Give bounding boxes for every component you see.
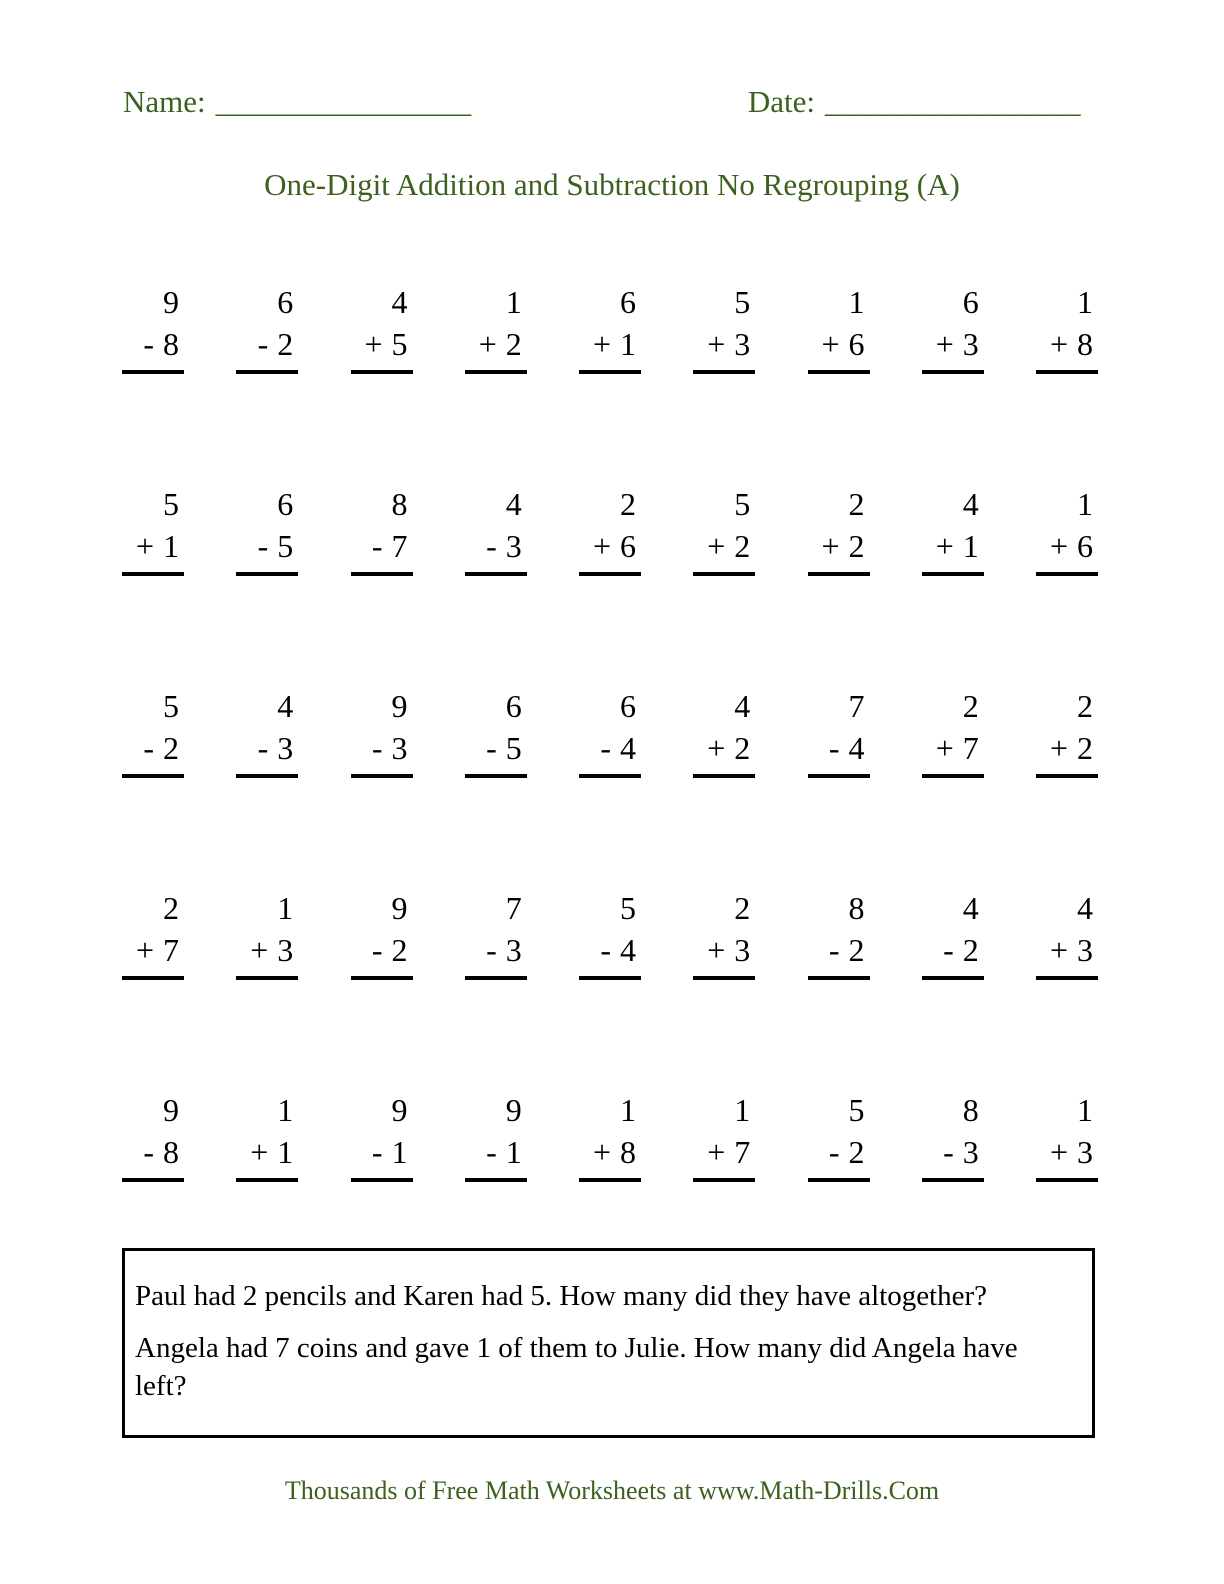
bottom-operand: 2: [1077, 730, 1093, 766]
operator-sign: -: [486, 1134, 497, 1170]
arithmetic-problem: [808, 281, 870, 374]
problem-row: [122, 281, 1098, 374]
operator-and-operand: [693, 1131, 755, 1173]
operator-sign: +: [707, 528, 726, 564]
problem-row: [122, 685, 1098, 778]
bottom-operand: 2: [848, 932, 865, 968]
problems-grid: [122, 281, 1098, 1182]
top-operand: 1: [277, 890, 294, 926]
arithmetic-problem: [1036, 483, 1098, 576]
bottom-operand: 3: [962, 1134, 979, 1170]
word-problem-2: Angela had 7 coins and gave 1 of them to Julie. How many did Angela have left?: [135, 1332, 1018, 1402]
operator-sign: +: [592, 1134, 611, 1170]
bottom-operand: 2: [734, 528, 751, 564]
bottom-operand: 7: [163, 932, 179, 968]
worksheet-title: One-Digit Addition and Subtraction No Regrouping (A): [264, 167, 960, 202]
arithmetic-problem: [693, 1089, 755, 1182]
operator-sign: +: [1049, 326, 1068, 362]
operator-and-operand: [465, 525, 527, 567]
operator-sign: +: [592, 326, 611, 362]
top-operand: 4: [962, 486, 979, 522]
operator-sign: -: [143, 730, 154, 766]
operator-sign: +: [707, 730, 726, 766]
operator-sign: -: [257, 528, 269, 564]
bottom-operand: 1: [391, 1134, 408, 1170]
name-field: [123, 84, 472, 120]
operator-sign: +: [935, 528, 954, 564]
bottom-operand: 3: [1077, 1134, 1093, 1170]
bottom-operand: 3: [505, 932, 522, 968]
top-operand: 9: [163, 284, 179, 320]
arithmetic-problem: [579, 1089, 641, 1182]
bottom-operand: 1: [163, 528, 179, 564]
top-operand: 8: [962, 1092, 979, 1128]
operator-and-operand: [236, 323, 298, 365]
bottom-operand: 2: [391, 932, 408, 968]
operator-sign: +: [821, 528, 840, 564]
top-operand: 6: [505, 688, 522, 724]
operator-and-operand: [351, 1131, 413, 1173]
operator-and-operand: [122, 727, 184, 769]
arithmetic-problem: [351, 1089, 413, 1182]
operator-and-operand: [465, 1131, 527, 1173]
arithmetic-problem: [465, 281, 527, 374]
bottom-operand: 3: [277, 932, 294, 968]
top-operand: 8: [391, 486, 408, 522]
operator-and-operand: [693, 929, 755, 971]
arithmetic-problem: [122, 281, 184, 374]
bottom-operand: 4: [848, 730, 865, 766]
bottom-operand: 6: [848, 326, 865, 362]
arithmetic-problem: [122, 887, 184, 980]
bottom-operand: 8: [620, 1134, 636, 1170]
problem-row: [122, 483, 1098, 576]
operator-and-operand: [808, 525, 870, 567]
operator-and-operand: [236, 525, 298, 567]
header: [0, 0, 1224, 120]
operator-and-operand: [693, 323, 755, 365]
operator-sign: +: [250, 932, 269, 968]
operator-and-operand: [236, 1131, 298, 1173]
bottom-operand: 7: [734, 1134, 751, 1170]
bottom-operand: 6: [620, 528, 636, 564]
operator-and-operand: [922, 727, 984, 769]
bottom-operand: 7: [962, 730, 979, 766]
bottom-operand: 7: [391, 528, 408, 564]
bottom-operand: 2: [505, 326, 522, 362]
operator-and-operand: [808, 1131, 870, 1173]
arithmetic-problem: [465, 483, 527, 576]
arithmetic-problem: [236, 483, 298, 576]
operator-and-operand: [1036, 727, 1098, 769]
top-operand: 5: [734, 486, 751, 522]
operator-sign: -: [371, 528, 383, 564]
bottom-operand: 2: [277, 326, 294, 362]
top-operand: 2: [163, 890, 179, 926]
bottom-operand: 3: [1077, 932, 1093, 968]
operator-and-operand: [236, 929, 298, 971]
arithmetic-problem: [922, 887, 984, 980]
arithmetic-problem: [1036, 685, 1098, 778]
operator-sign: -: [143, 1134, 154, 1170]
date-blank-line: ________________: [825, 84, 1081, 119]
top-operand: 1: [620, 1092, 636, 1128]
operator-sign: +: [1049, 528, 1068, 564]
arithmetic-problem: [579, 281, 641, 374]
top-operand: 5: [734, 284, 751, 320]
operator-and-operand: [579, 525, 641, 567]
top-operand: 5: [163, 688, 179, 724]
operator-sign: +: [135, 932, 154, 968]
bottom-operand: 5: [505, 730, 522, 766]
arithmetic-problem: [236, 887, 298, 980]
bottom-operand: 3: [734, 932, 751, 968]
top-operand: 1: [277, 1092, 294, 1128]
operator-and-operand: [465, 929, 527, 971]
operator-and-operand: [922, 525, 984, 567]
arithmetic-problem: [922, 483, 984, 576]
top-operand: 4: [1077, 890, 1093, 926]
bottom-operand: 1: [620, 326, 636, 362]
operator-sign: +: [707, 1134, 726, 1170]
arithmetic-problem: [693, 685, 755, 778]
arithmetic-problem: [122, 685, 184, 778]
arithmetic-problem: [1036, 281, 1098, 374]
top-operand: 2: [962, 688, 979, 724]
operator-and-operand: [808, 727, 870, 769]
date-label: Date:: [747, 84, 815, 119]
arithmetic-problem: [465, 1089, 527, 1182]
top-operand: 1: [734, 1092, 751, 1128]
bottom-operand: 1: [505, 1134, 522, 1170]
bottom-operand: 8: [163, 326, 179, 362]
operator-sign: -: [828, 730, 840, 766]
arithmetic-problem: [922, 685, 984, 778]
arithmetic-problem: [922, 1089, 984, 1182]
operator-and-operand: [579, 323, 641, 365]
operator-and-operand: [351, 525, 413, 567]
operator-sign: -: [486, 932, 497, 968]
operator-sign: +: [935, 326, 954, 362]
operator-sign: +: [478, 326, 497, 362]
operator-and-operand: [465, 727, 527, 769]
arithmetic-problem: [808, 887, 870, 980]
operator-sign: +: [935, 730, 954, 766]
top-operand: 1: [1077, 486, 1093, 522]
operator-sign: -: [600, 932, 611, 968]
arithmetic-problem: [693, 483, 755, 576]
operator-and-operand: [1036, 525, 1098, 567]
arithmetic-problem: [808, 685, 870, 778]
top-operand: 5: [620, 890, 636, 926]
arithmetic-problem: [351, 887, 413, 980]
bottom-operand: 2: [962, 932, 979, 968]
bottom-operand: 8: [163, 1134, 179, 1170]
top-operand: 5: [848, 1092, 865, 1128]
operator-and-operand: [579, 929, 641, 971]
operator-sign: -: [943, 1134, 954, 1170]
operator-sign: +: [135, 528, 154, 564]
date-field: [748, 84, 1081, 120]
bottom-operand: 4: [620, 932, 636, 968]
bottom-operand: 3: [962, 326, 979, 362]
operator-sign: +: [707, 932, 726, 968]
arithmetic-problem: [579, 887, 641, 980]
operator-sign: -: [600, 730, 611, 766]
operator-and-operand: [1036, 323, 1098, 365]
operator-and-operand: [122, 525, 184, 567]
top-operand: 9: [391, 1092, 408, 1128]
bottom-operand: 2: [163, 730, 179, 766]
arithmetic-problem: [579, 483, 641, 576]
arithmetic-problem: [1036, 1089, 1098, 1182]
top-operand: 7: [848, 688, 865, 724]
name-blank-line: ________________: [215, 84, 472, 119]
bottom-operand: 6: [1077, 528, 1093, 564]
bottom-operand: 1: [277, 1134, 294, 1170]
top-operand: 4: [277, 688, 294, 724]
bottom-operand: 1: [962, 528, 979, 564]
arithmetic-problem: [351, 483, 413, 576]
top-operand: 2: [620, 486, 636, 522]
bottom-operand: 4: [620, 730, 636, 766]
bottom-operand: 2: [734, 730, 751, 766]
top-operand: 2: [734, 890, 751, 926]
top-operand: 6: [620, 284, 636, 320]
problem-row: [122, 1089, 1098, 1182]
operator-and-operand: [122, 929, 184, 971]
arithmetic-problem: [693, 281, 755, 374]
arithmetic-problem: [236, 1089, 298, 1182]
footer-credit: Thousands of Free Math Worksheets at www.Math-Drills.Com: [284, 1476, 940, 1505]
operator-sign: -: [486, 730, 497, 766]
operator-sign: -: [257, 326, 269, 362]
bottom-operand: 5: [277, 528, 294, 564]
problem-row: [122, 887, 1098, 980]
operator-sign: +: [250, 1134, 269, 1170]
top-operand: 4: [734, 688, 751, 724]
arithmetic-problem: [922, 281, 984, 374]
arithmetic-problem: [579, 685, 641, 778]
arithmetic-problem: [236, 685, 298, 778]
operator-sign: +: [1049, 932, 1068, 968]
word-problems-box: [122, 1248, 1095, 1438]
operator-and-operand: [465, 323, 527, 365]
operator-and-operand: [922, 1131, 984, 1173]
operator-sign: -: [371, 1134, 383, 1170]
bottom-operand: 8: [1077, 326, 1093, 362]
operator-and-operand: [579, 1131, 641, 1173]
top-operand: 6: [277, 486, 294, 522]
top-operand: 4: [505, 486, 522, 522]
operator-and-operand: [808, 929, 870, 971]
operator-and-operand: [693, 727, 755, 769]
operator-and-operand: [693, 525, 755, 567]
operator-sign: -: [371, 730, 383, 766]
top-operand: 7: [505, 890, 522, 926]
operator-sign: +: [592, 528, 611, 564]
bottom-operand: 5: [391, 326, 408, 362]
top-operand: 1: [848, 284, 865, 320]
top-operand: 9: [163, 1092, 179, 1128]
top-operand: 9: [505, 1092, 522, 1128]
arithmetic-problem: [808, 1089, 870, 1182]
top-operand: 8: [848, 890, 865, 926]
operator-and-operand: [922, 323, 984, 365]
arithmetic-problem: [693, 887, 755, 980]
top-operand: 5: [163, 486, 179, 522]
bottom-operand: 2: [848, 1134, 865, 1170]
operator-sign: -: [486, 528, 497, 564]
operator-sign: -: [371, 932, 383, 968]
operator-and-operand: [922, 929, 984, 971]
top-operand: 4: [391, 284, 408, 320]
top-operand: 6: [620, 688, 636, 724]
operator-and-operand: [122, 323, 184, 365]
top-operand: 2: [1077, 688, 1093, 724]
arithmetic-problem: [465, 685, 527, 778]
operator-and-operand: [1036, 1131, 1098, 1173]
arithmetic-problem: [465, 887, 527, 980]
top-operand: 9: [391, 688, 408, 724]
operator-sign: -: [943, 932, 954, 968]
operator-and-operand: [351, 323, 413, 365]
operator-and-operand: [236, 727, 298, 769]
operator-and-operand: [808, 323, 870, 365]
name-label: Name:: [123, 84, 206, 119]
arithmetic-problem: [236, 281, 298, 374]
operator-sign: +: [1049, 1134, 1068, 1170]
arithmetic-problem: [122, 1089, 184, 1182]
top-operand: 1: [1077, 1092, 1093, 1128]
operator-sign: +: [1049, 730, 1068, 766]
operator-and-operand: [351, 727, 413, 769]
top-operand: 1: [505, 284, 522, 320]
operator-sign: +: [821, 326, 840, 362]
operator-sign: -: [257, 730, 269, 766]
bottom-operand: 3: [734, 326, 751, 362]
operator-sign: +: [707, 326, 726, 362]
operator-and-operand: [1036, 929, 1098, 971]
operator-and-operand: [122, 1131, 184, 1173]
word-problem-1: Paul had 2 pencils and Karen had 5. How many did they have altogether?: [135, 1280, 988, 1312]
top-operand: 1: [1077, 284, 1093, 320]
bottom-operand: 3: [505, 528, 522, 564]
top-operand: 4: [962, 890, 979, 926]
bottom-operand: 2: [848, 528, 865, 564]
arithmetic-problem: [808, 483, 870, 576]
top-operand: 6: [277, 284, 294, 320]
operator-sign: +: [364, 326, 383, 362]
arithmetic-problem: [351, 281, 413, 374]
arithmetic-problem: [122, 483, 184, 576]
top-operand: 6: [962, 284, 979, 320]
arithmetic-problem: [351, 685, 413, 778]
operator-sign: -: [143, 326, 154, 362]
top-operand: 2: [848, 486, 865, 522]
operator-sign: -: [828, 1134, 840, 1170]
operator-and-operand: [351, 929, 413, 971]
bottom-operand: 3: [277, 730, 294, 766]
operator-sign: -: [828, 932, 840, 968]
top-operand: 9: [391, 890, 408, 926]
bottom-operand: 3: [391, 730, 408, 766]
operator-and-operand: [579, 727, 641, 769]
arithmetic-problem: [1036, 887, 1098, 980]
